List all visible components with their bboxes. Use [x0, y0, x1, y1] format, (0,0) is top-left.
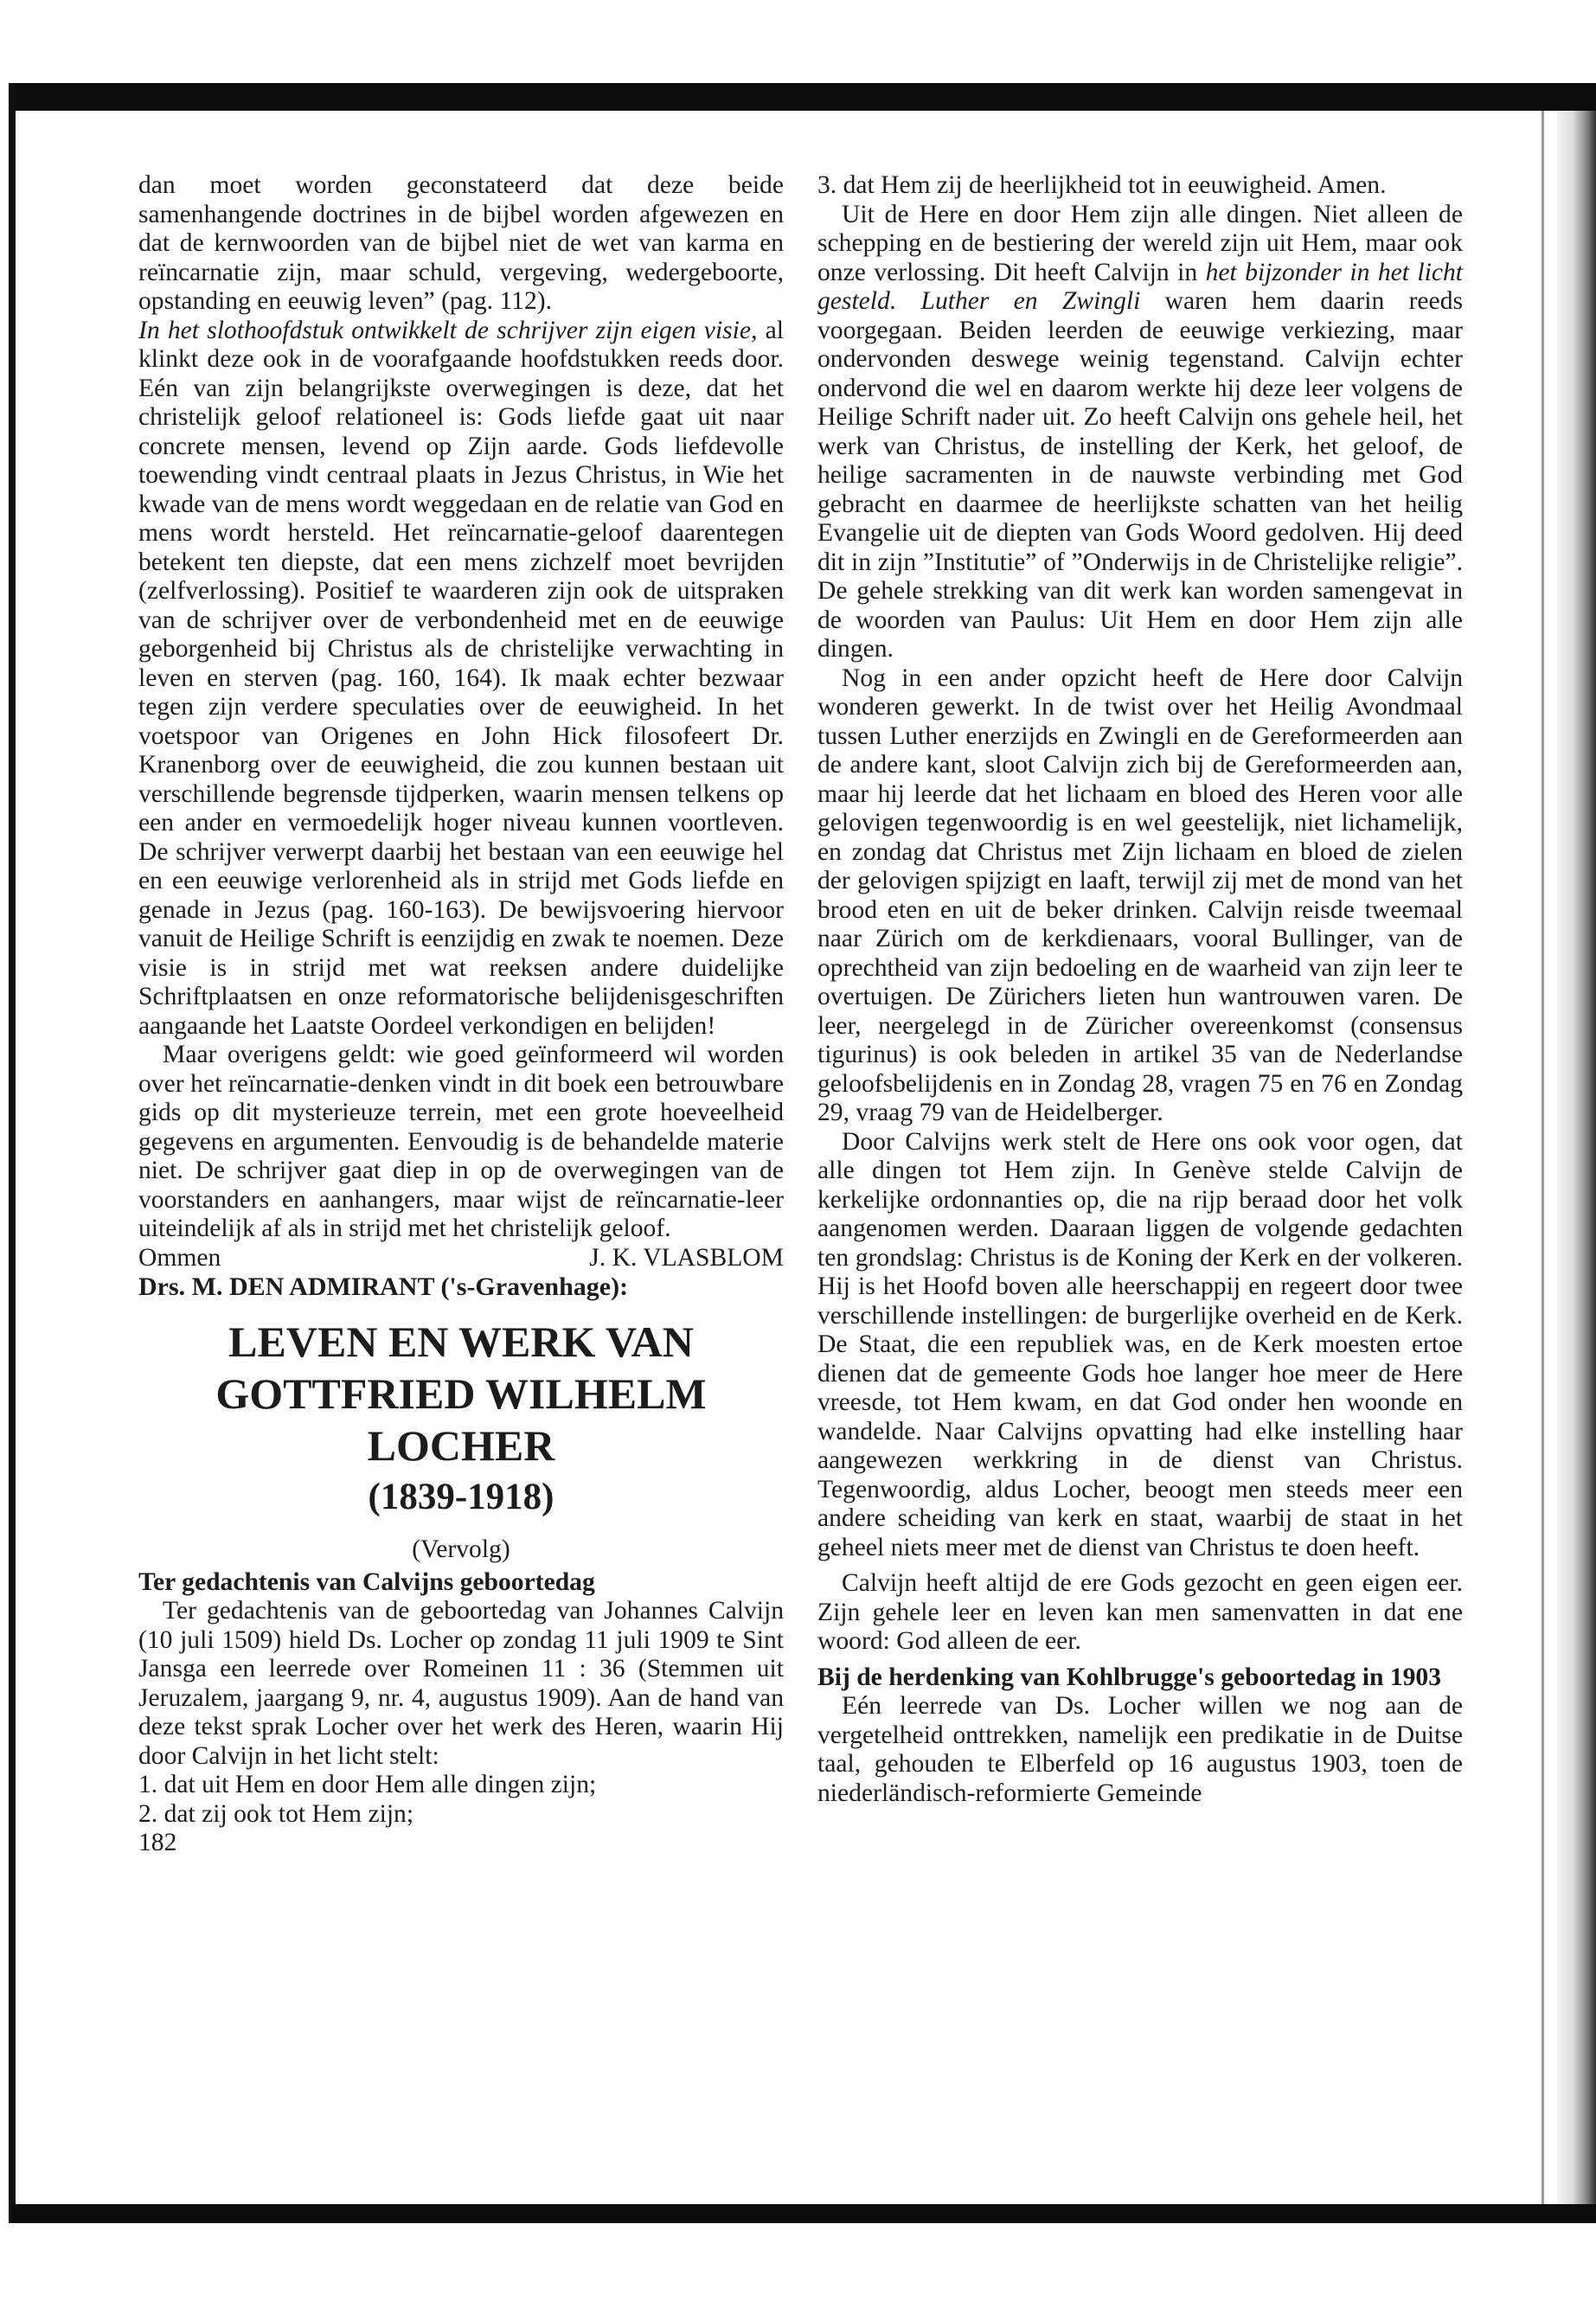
scan-border-left — [9, 83, 16, 2224]
paragraph-left-1: dan moet worden geconstateerd dat deze beide samenhangende doctrines in de bijbel worden afgewezen en dat de kernwoorden van de bijbel niet de wet van karma en reïncarnatie zijn, maar schuld, vergeving, wedergeboorte, opstanding en eeuwig leven” (pag. 112). — [138, 171, 784, 315]
signature-name: J. K. VLASBLOM — [589, 1243, 784, 1272]
signature-place: Ommen — [138, 1243, 221, 1272]
article-author: Drs. M. DEN ADMIRANT ('s-Gravenhage): — [138, 1272, 629, 1301]
scan-edge-line — [1542, 111, 1544, 2213]
paragraph-left-4: Ter gedachtenis van de geboortedag van Johannes Calvijn (10 juli 1509) hield Ds. Locher op zondag 11 juli 1909 te Sint Jansga een leerrede over Romeinen 11 : 36 (Stemmen uit Jeruzalem, jaargang 9, nr. 4, augustus 1909). Aan de hand van deze tekst sprak Locher over het werk des Heren, waarin Hij door Calvijn in het licht stelt: — [138, 1597, 784, 1770]
paragraph-right-4: Calvijn heeft altijd de ere Gods gezocht en geen eigen eer. Zijn gehele leer en leven kan men samenvatten in dat ene woord: God alleen de eer. — [817, 1569, 1463, 1655]
paragraph-right-3: Door Calvijns werk stelt de Here ons ook voor ogen, dat alle dingen tot Hem zijn. In Genève stelde Calvijn de kerkelijke ordonnanties op, die na rijp beraad door het volk aangenomen werden. Daaraan liggen de volgende gedachten ten grondslag: Christus is de Koning der Kerk en der volkeren. Hij is het Hoofd boven alle heerschappij en regeert door twee verschillende instellingen: de burgerlijke overheid en de Kerk. De Staat, die een republiek was, en de Kerk moesten ertoe dienen dat de gemeente Gods hoe langer hoe meer de Here vreesde, tot Hem kwam, en dat God onder hen woonde en wandelde. Naar Calvijns opvatting had elke instelling haar aangewezen werkkring in de dienst van Christus. Tegenwoordig, aldus Locher, beoogt men steeds meer een andere scheiding van kerk en staat, waarbij de staat in het geheel niets meer met de dienst van Christus te doen heeft. — [817, 1127, 1463, 1561]
italic-phrase: het bijzonder in het licht gesteld. Luther en Zwingli — [817, 258, 1463, 315]
paragraph-right-1 — [817, 201, 1463, 664]
left-column — [138, 171, 784, 1858]
list-item-2: 2. dat zij ook tot Hem zijn; — [138, 1799, 414, 1828]
article-title — [138, 1316, 784, 1523]
paragraph-gap — [817, 1562, 1463, 1569]
italic-phrase: In het slothoofdstuk ontwikkelt de schrijver zijn eigen visie, — [138, 316, 758, 344]
title-line-1: LEVEN EN WERK VAN — [228, 1317, 694, 1366]
scan-border-top — [9, 83, 1596, 111]
page-number: 182 — [138, 1829, 177, 1856]
paragraph-right-2: Nog in een ander opzicht heeft de Here door Calvijn wonderen gewerkt. In de twist over het Heilig Avondmaal tussen Luther enerzijds en Zwingli en de Gereformeerden aan de andere kant, sloot Calvijn zich bij de Gereformeerden aan, maar hij leerde dat het lichaam en bloed des Heren voor alle gelovigen tegenwoordig is en wel geestelijk, niet lichamelijk, en zondag dat Christus met Zijn lichaam en bloed de zielen der gelovigen spijzigt en laaft, terwijl zij met de mond van het brood eten en uit de beker drinken. Calvijn reisde tweemaal naar Zürich om de kerkdienaars, vooral Bullinger, van de oprechtheid van zijn bedoeling en de waarheid van zijn leer te overtuigen. De Zürichers lieten hun wantrouwen varen. De leer, neergelegd in de Züricher overeenkomst (consensus tigurinus) is ook beleden in artikel 35 van de Nederlandse geloofsbelijdenis en in Zondag 28, vragen 75 en 76 en Zondag 29, vraag 79 van de Heidelberger. — [817, 663, 1463, 1126]
paragraph-text: waren hem daarin reeds voorgegaan. Beiden leerden de eeuwige verkiezing, maar ondervonden deswege weinig tegenstand. Calvijn echter ondervond die wel en daarom werkte hij deze leer volgens de Heilige Schrift nader uit. Zo heeft Calvijn ons gehele heil, het werk van Christus, de instelling der Kerk, het geloof, de heilige sacramenten in de nauwste verbinding met God gebracht en daarmee de heerlijkste schatten van het heilig Evangelie uit de diepten van Gods Woord gedolven. Hij deed dit in zijn ”Institutie” of ”Onderwijs in de Christelijke religie”. De gehele strekking van dit werk kan worden samengevat in de woorden van Paulus: Uit Hem en door Hem zijn alle dingen. — [817, 287, 1464, 663]
list-item-1: 1. dat uit Hem en door Hem alle dingen zijn; — [138, 1771, 597, 1798]
paragraph-left-2 — [138, 317, 784, 1042]
review-signature — [138, 1244, 784, 1273]
right-column — [817, 171, 1463, 1808]
scan-margin-bottom — [0, 2223, 1596, 2301]
section-heading-kohlbrugge: Bij de herdenking van Kohlbrugge's geboortedag in 1903 — [817, 1663, 1442, 1691]
list-item-3: 3. dat Hem zij de heerlijkheid tot in eeuwigheid. Amen. — [817, 171, 1387, 199]
paragraph-text: Uit de Here en door Hem zijn alle dingen. Niet alleen de schepping en de bestiering der wereld zijn uit Hem, maar ook onze verlossing. Dit heeft Calvijn in — [817, 200, 1463, 286]
title-line-2: GOTTFRIED WILHELM LOCHER — [215, 1369, 707, 1470]
continued-label: (Vervolg) — [412, 1535, 510, 1563]
scan-border-bottom — [9, 2204, 1596, 2223]
section-heading-calvijn: Ter gedachtenis van Calvijns geboortedag — [138, 1567, 595, 1596]
scan-page-curl-right — [1557, 111, 1596, 2213]
paragraph-right-5: Eén leerrede van Ds. Locher willen we nog aan de vergetelheid onttrekken, namelijk een predikatie in de Duitse taal, gehouden te Elberfeld op 16 augustus 1903, toen de niederländisch-reformierte Gemeinde — [817, 1692, 1463, 1807]
paragraph-gap — [817, 1657, 1463, 1663]
paragraph-text: al klinkt deze ook in de voorafgaande hoofdstukken reeds door. Eén van zijn belangrijkste overwegingen is deze, dat het christelijk geloof relationeel is: Gods liefde gaat uit naar concrete mensen, levend op Zijn aarde. Gods liefdevolle toewending vindt centraal plaats in Jezus Christus, in Wie het kwade van de mens wordt weggedaan en de relatie van God en mens wordt hersteld. Het reïncarnatie-geloof daarentegen betekent ten diepste, dat een mens zichzelf moet bevrijden (zelfverlossing). Positief te waarderen zijn ook de uitspraken van de schrijver over de verbondenheid met en de eeuwige geborgenheid bij Christus als de christelijke verwachting in leven en sterven (pag. 160, 164). Ik maak echter bezwaar tegen zijn verdere speculaties over de eeuwigheid. In het voetspoor van Origenes en John Hick filosofeert Dr. Kranenborg over de eeuwigheid, die zou kunnen bestaan uit verschillende begrensde tijdperken, waarin mensen telkens op een ander en vermoedelijk hoger niveau kunnen voortleven. De schrijver verwerpt daarbij het bestaan van een eeuwige hel en een eeuwige verlorenheid als in strijd met Gods liefde en genade in Jezus (pag. 160-163). De bewijsvoering hiervoor vanuit de Heilige Schrift is eenzijdig en zwak te noemen. Deze visie is in strijd met wat reeksen andere duidelijke Schriftplaatsen en onze reformatorische belijdenisgeschriften aangaande het Laatste Oordeel verkondigen en belijden! — [138, 316, 784, 1040]
paragraph-left-3: Maar overigens geldt: wie goed geïnformeerd wil worden over het reïncarnatie-denken vindt in dit boek een betrouwbare gids op dit mysterieuze terrein, met een grote hoeveelheid gegevens en argumenten. Eenvoudig is de behandelde materie niet. De schrijver gaat diep in op de overwegingen van de voorstanders en aanhangers, maar wijst de reïncarnatie-leer uiteindelijk af als in strijd met het christelijk geloof. — [138, 1041, 784, 1242]
title-years: (1839-1918) — [368, 1477, 554, 1517]
